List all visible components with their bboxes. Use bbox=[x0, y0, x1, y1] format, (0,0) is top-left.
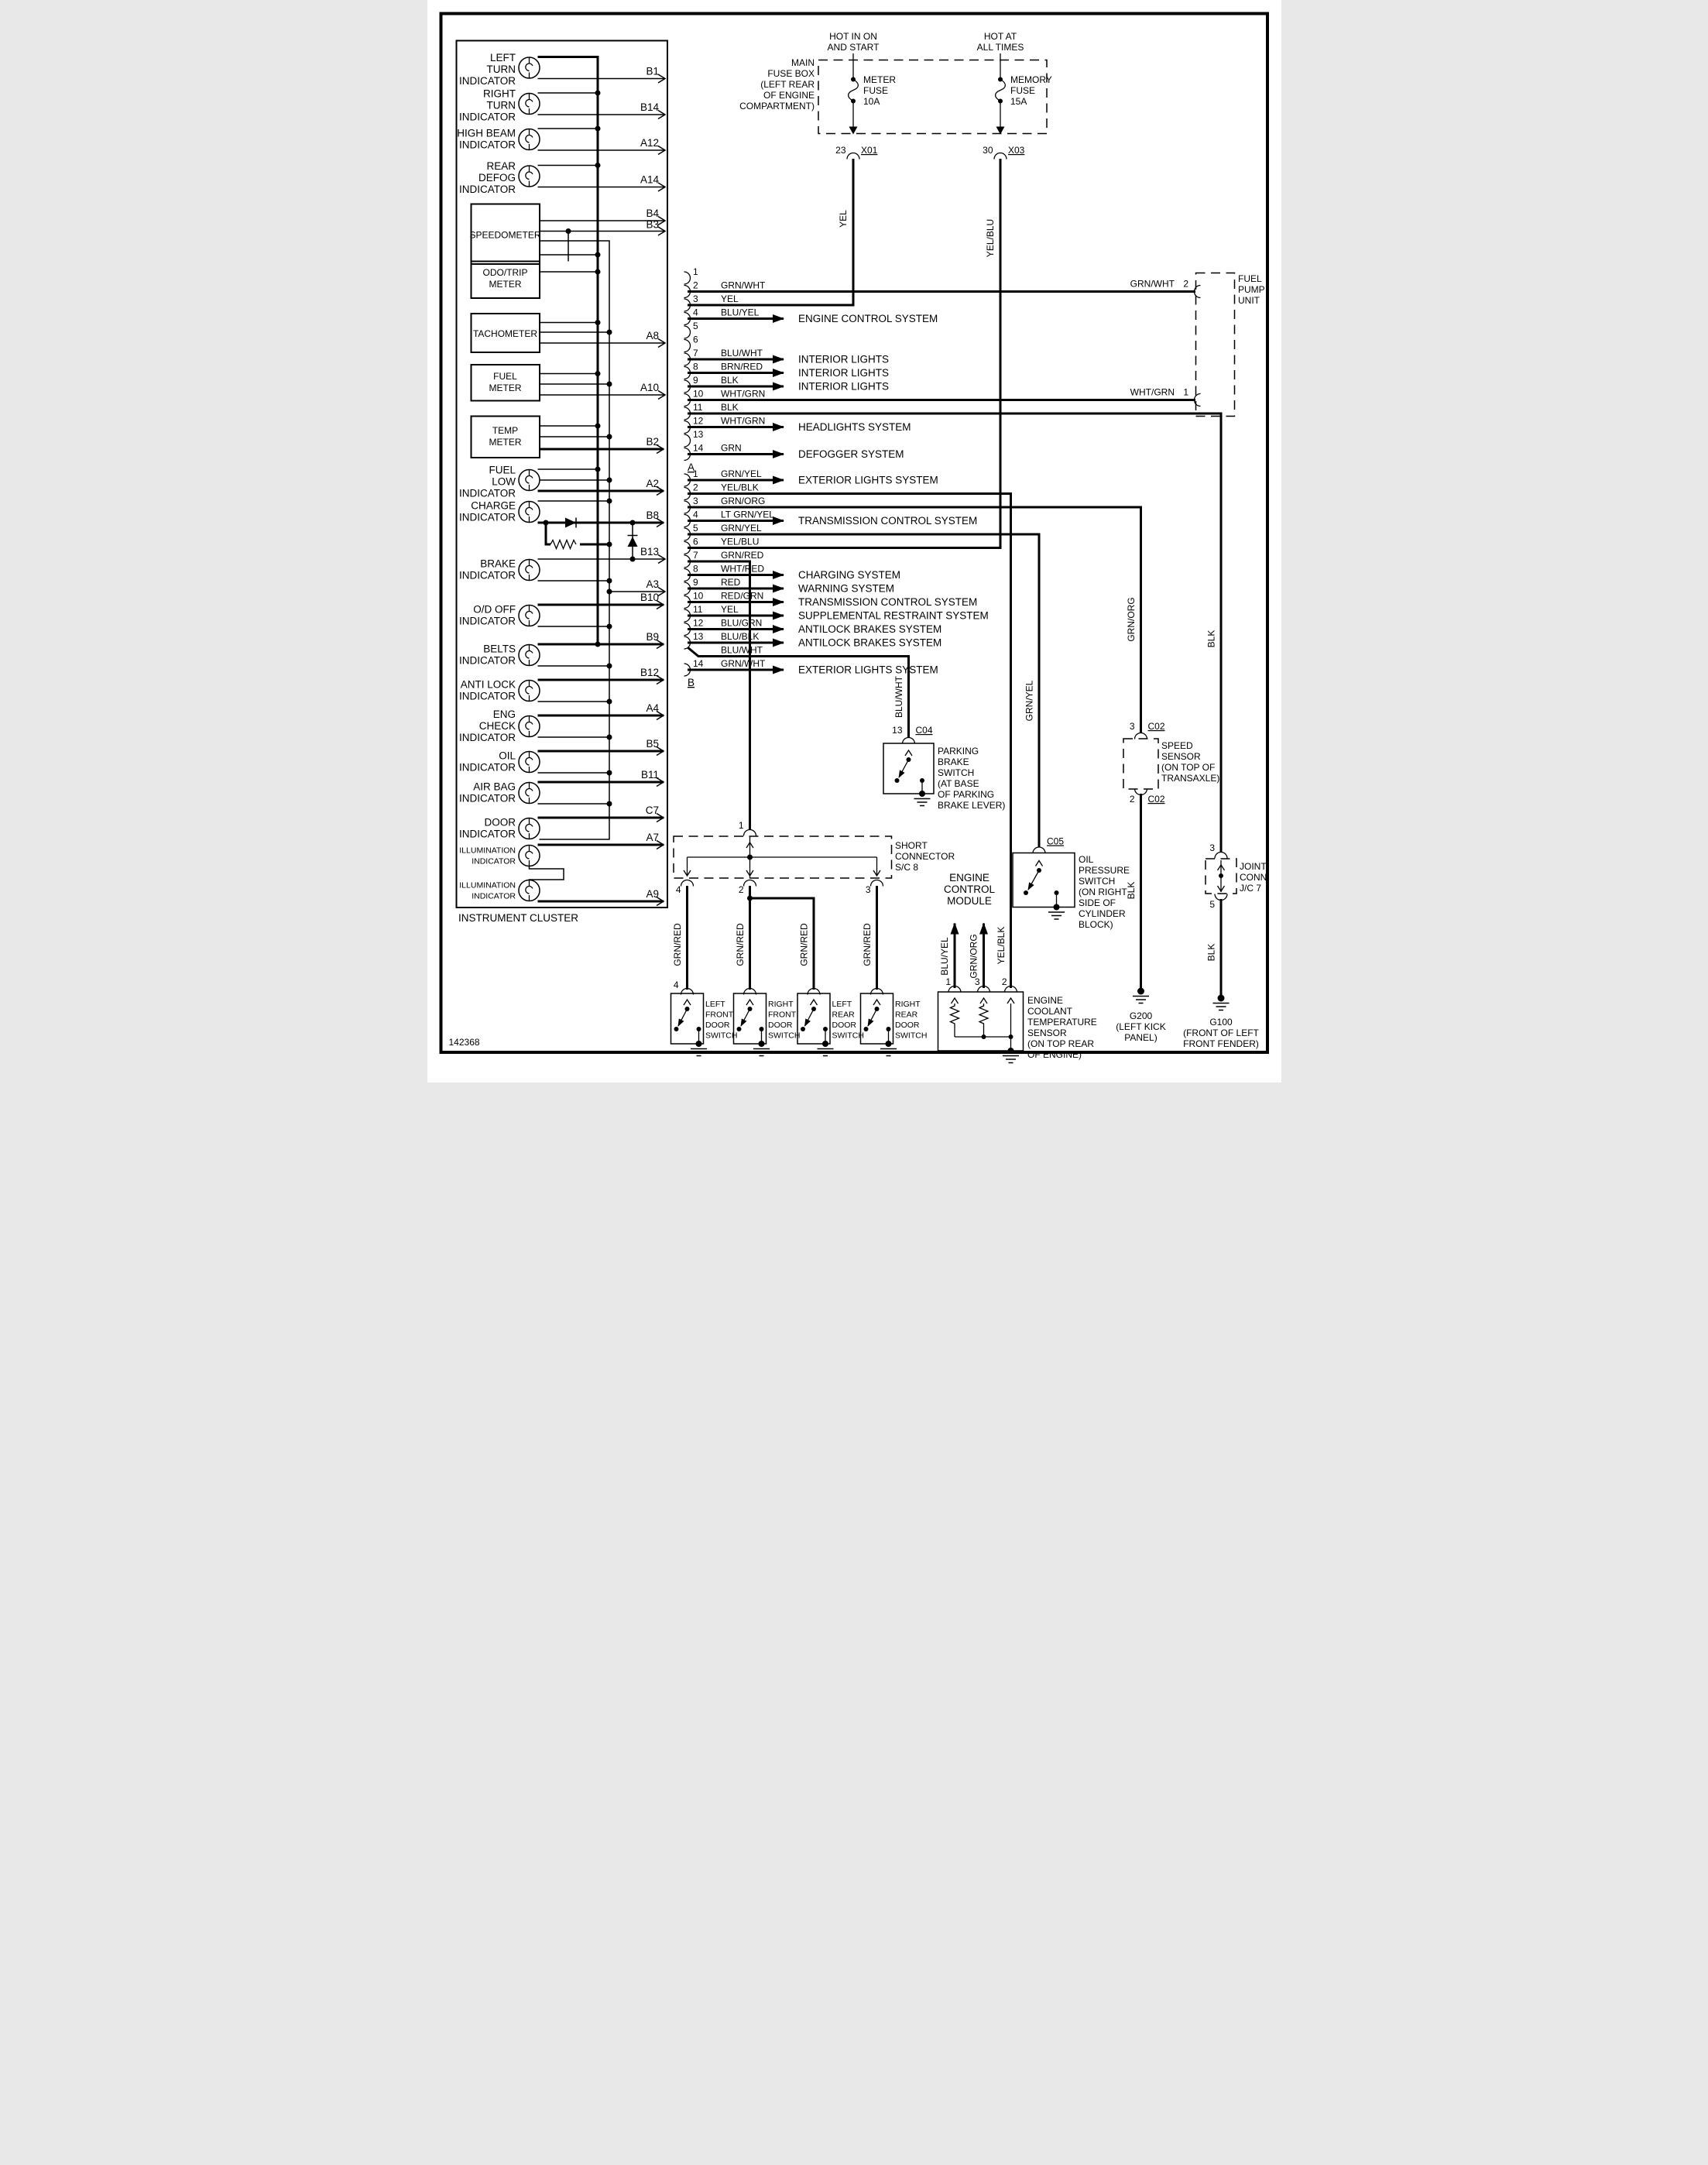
svg-text:ENGINE: ENGINE bbox=[948, 872, 989, 883]
svg-text:(LEFT KICK: (LEFT KICK bbox=[1115, 1021, 1166, 1032]
svg-text:DOOR: DOOR bbox=[767, 1021, 792, 1030]
svg-text:OF ENGINE: OF ENGINE bbox=[763, 90, 815, 101]
svg-text:FUEL: FUEL bbox=[1237, 273, 1262, 284]
svg-text:FUSE: FUSE bbox=[1010, 85, 1035, 96]
svg-text:JOINT: JOINT bbox=[1239, 861, 1267, 872]
svg-text:2: 2 bbox=[692, 482, 698, 493]
pin-label: A8 bbox=[645, 330, 659, 341]
svg-text:15A: 15A bbox=[1010, 96, 1027, 107]
pin-label: B13 bbox=[640, 546, 659, 558]
pin-label: A3 bbox=[645, 578, 659, 590]
pin-number: 13 bbox=[891, 725, 902, 736]
svg-text:UNIT: UNIT bbox=[1237, 295, 1260, 306]
system-dest: EXTERIOR LIGHTS SYSTEM bbox=[797, 664, 938, 676]
pin-number: 23 bbox=[835, 145, 845, 156]
pin-label: B1 bbox=[645, 65, 659, 77]
svg-text:HIGH BEAM: HIGH BEAM bbox=[456, 127, 516, 139]
svg-text:PARKING: PARKING bbox=[937, 746, 979, 757]
wire-label: YEL/BLK bbox=[720, 482, 759, 493]
svg-text:7: 7 bbox=[692, 550, 698, 561]
svg-text:ENGINE: ENGINE bbox=[1027, 995, 1063, 1006]
svg-text:INDICATOR: INDICATOR bbox=[458, 511, 516, 523]
pin-label: A12 bbox=[640, 137, 659, 149]
connector-b-label: B bbox=[687, 677, 695, 688]
system-dest: ANTILOCK BRAKES SYSTEM bbox=[797, 636, 941, 649]
svg-text:CHECK: CHECK bbox=[478, 720, 516, 732]
wire-label: RED/GRN bbox=[720, 590, 763, 602]
wire-label: GRN/YEL bbox=[720, 523, 762, 534]
wire-label: LT GRN/YEL bbox=[720, 509, 774, 520]
svg-text:LEFT: LEFT bbox=[705, 1000, 725, 1009]
wire-label: GRN/WHT bbox=[1130, 278, 1175, 290]
wire-label: GRN/RED bbox=[734, 923, 746, 966]
pin-label: A4 bbox=[645, 702, 659, 714]
svg-text:INDICATOR: INDICATOR bbox=[471, 856, 516, 866]
svg-text:TRANSAXLE): TRANSAXLE) bbox=[1161, 773, 1219, 784]
system-dest: INTERIOR LIGHTS bbox=[797, 353, 889, 365]
svg-text:TURN: TURN bbox=[486, 99, 516, 112]
svg-text:MODULE: MODULE bbox=[946, 895, 992, 907]
svg-text:METER: METER bbox=[489, 383, 521, 393]
svg-text:DOOR: DOOR bbox=[894, 1021, 919, 1030]
svg-text:FUEL: FUEL bbox=[492, 371, 517, 382]
pin-number: 2 bbox=[1001, 976, 1007, 987]
svg-text:14: 14 bbox=[692, 442, 703, 454]
svg-text:ILLUMINATION: ILLUMINATION bbox=[458, 846, 516, 856]
hot-label: HOT IN ON bbox=[828, 31, 877, 42]
wire-label: BLU/WHT bbox=[720, 644, 763, 656]
pin-number: 3 bbox=[974, 976, 979, 987]
connector-id: C05 bbox=[1046, 835, 1064, 847]
pin-number: 1 bbox=[945, 976, 951, 987]
wire-label: YEL bbox=[837, 210, 849, 228]
svg-text:TEMP: TEMP bbox=[492, 425, 518, 436]
system-dest: ENGINE CONTROL SYSTEM bbox=[797, 313, 938, 324]
pin-label: A7 bbox=[645, 832, 659, 843]
svg-text:INDICATOR: INDICATOR bbox=[458, 75, 516, 87]
pin-label: B2 bbox=[645, 436, 659, 448]
svg-text:COOLANT: COOLANT bbox=[1027, 1006, 1072, 1017]
svg-text:INDICATOR: INDICATOR bbox=[458, 761, 516, 774]
svg-text:DOOR: DOOR bbox=[705, 1021, 729, 1030]
wire-label: BLK bbox=[1206, 943, 1216, 962]
svg-text:(FRONT OF LEFT: (FRONT OF LEFT bbox=[1182, 1028, 1259, 1038]
svg-text:PANEL): PANEL) bbox=[1123, 1032, 1158, 1043]
wire-label: WHT/GRN bbox=[1130, 386, 1175, 398]
svg-text:TEMPERATURE: TEMPERATURE bbox=[1027, 1017, 1097, 1028]
pin-label: B9 bbox=[645, 631, 659, 643]
svg-text:BRAKE LEVER): BRAKE LEVER) bbox=[937, 800, 1005, 811]
svg-text:J/C 7: J/C 7 bbox=[1239, 883, 1261, 894]
svg-text:5: 5 bbox=[692, 523, 698, 534]
svg-text:CONTROL: CONTROL bbox=[943, 883, 995, 895]
wire-label: WHT/RED bbox=[720, 563, 764, 575]
svg-text:SENSOR: SENSOR bbox=[1027, 1028, 1067, 1038]
svg-text:PRESSURE: PRESSURE bbox=[1078, 865, 1130, 876]
wire-label: BLU/GRN bbox=[720, 617, 762, 629]
svg-text:(ON TOP OF: (ON TOP OF bbox=[1161, 762, 1215, 773]
svg-text:FUEL: FUEL bbox=[488, 464, 516, 476]
svg-text:SWITCH: SWITCH bbox=[767, 1031, 800, 1041]
svg-text:12: 12 bbox=[692, 617, 703, 629]
wire-label: YEL/BLK bbox=[995, 926, 1007, 965]
svg-text:INDICATOR: INDICATOR bbox=[458, 184, 516, 195]
svg-text:CONN: CONN bbox=[1239, 872, 1267, 883]
svg-text:2: 2 bbox=[692, 280, 698, 291]
system-dest: DEFOGGER SYSTEM bbox=[797, 448, 904, 460]
wire-label: GRN/WHT bbox=[720, 280, 765, 291]
wire-label: GRN/YEL bbox=[720, 468, 762, 479]
wire-label: BLK bbox=[1206, 630, 1216, 648]
svg-text:3: 3 bbox=[692, 496, 698, 506]
svg-text:FUSE: FUSE bbox=[863, 85, 888, 96]
svg-text:(AT BASE: (AT BASE bbox=[937, 778, 979, 789]
svg-text:(ON RIGHT: (ON RIGHT bbox=[1078, 887, 1127, 897]
cluster-label: INSTRUMENT CLUSTER bbox=[458, 912, 578, 924]
svg-text:13: 13 bbox=[692, 429, 703, 440]
svg-text:INDICATOR: INDICATOR bbox=[471, 891, 516, 901]
svg-text:RIGHT: RIGHT bbox=[482, 87, 516, 100]
svg-text:FRONT FENDER): FRONT FENDER) bbox=[1182, 1038, 1259, 1049]
system-dest: EXTERIOR LIGHTS SYSTEM bbox=[797, 474, 938, 486]
wire-label: BLK bbox=[1125, 881, 1137, 900]
connector-id: X03 bbox=[1007, 145, 1024, 156]
svg-text:SWITCH: SWITCH bbox=[894, 1031, 927, 1041]
svg-text:6: 6 bbox=[692, 536, 698, 547]
svg-text:SPEED: SPEED bbox=[1161, 740, 1193, 751]
svg-text:4: 4 bbox=[692, 509, 698, 520]
svg-text:FUSE BOX: FUSE BOX bbox=[767, 68, 815, 79]
svg-text:SWITCH: SWITCH bbox=[832, 1031, 864, 1041]
svg-text:BELTS: BELTS bbox=[482, 643, 516, 655]
pin-number: 30 bbox=[982, 145, 993, 156]
svg-text:13: 13 bbox=[692, 631, 703, 642]
pin-number: 2 bbox=[1129, 794, 1134, 805]
svg-text:OIL: OIL bbox=[1078, 854, 1093, 865]
svg-text:FRONT: FRONT bbox=[767, 1010, 796, 1020]
svg-text:MEMORY: MEMORY bbox=[1010, 74, 1052, 85]
hot-label: ALL TIMES bbox=[976, 42, 1024, 53]
svg-text:INDICATOR: INDICATOR bbox=[458, 792, 516, 805]
hot-label: AND START bbox=[827, 42, 879, 53]
svg-text:SIDE OF: SIDE OF bbox=[1078, 897, 1116, 908]
svg-text:PUMP: PUMP bbox=[1237, 284, 1265, 295]
system-dest: TRANSMISSION CONTROL SYSTEM bbox=[797, 596, 977, 608]
svg-text:INDICATOR: INDICATOR bbox=[458, 828, 516, 840]
svg-text:ENG: ENG bbox=[492, 709, 516, 720]
svg-text:10: 10 bbox=[692, 388, 703, 400]
system-dest: CHARGING SYSTEM bbox=[797, 569, 900, 581]
pin-number: 1 bbox=[1182, 386, 1188, 398]
svg-text:OF ENGINE): OF ENGINE) bbox=[1027, 1049, 1082, 1060]
svg-text:4: 4 bbox=[692, 307, 698, 318]
svg-text:OF PARKING: OF PARKING bbox=[937, 789, 994, 800]
svg-text:CHARGE: CHARGE bbox=[470, 499, 516, 512]
wire-label: WHT/GRN bbox=[720, 415, 765, 427]
connector-id: C02 bbox=[1147, 794, 1165, 805]
svg-text:METER: METER bbox=[863, 74, 896, 85]
system-dest: TRANSMISSION CONTROL SYSTEM bbox=[797, 515, 977, 527]
pin-label: B5 bbox=[645, 738, 659, 750]
svg-text:INDICATOR: INDICATOR bbox=[458, 690, 516, 702]
svg-text:OIL: OIL bbox=[498, 750, 516, 762]
pin-number: 3 bbox=[1209, 842, 1215, 853]
svg-text:1: 1 bbox=[692, 266, 698, 277]
pin-label: B14 bbox=[640, 101, 659, 113]
system-dest: INTERIOR LIGHTS bbox=[797, 367, 889, 379]
wire-label: BLU/YEL bbox=[938, 937, 950, 976]
system-dest: ANTILOCK BRAKES SYSTEM bbox=[797, 623, 941, 635]
svg-text:AIR BAG: AIR BAG bbox=[472, 781, 516, 793]
svg-text:11: 11 bbox=[692, 402, 702, 413]
pin-label: B10 bbox=[640, 592, 659, 603]
svg-text:RIGHT: RIGHT bbox=[767, 1000, 794, 1009]
svg-text:10: 10 bbox=[692, 590, 703, 602]
svg-text:CONNECTOR: CONNECTOR bbox=[894, 851, 955, 862]
svg-text:(ON TOP REAR: (ON TOP REAR bbox=[1027, 1038, 1094, 1049]
svg-text:CYLINDER: CYLINDER bbox=[1078, 908, 1126, 919]
svg-text:ANTI LOCK: ANTI LOCK bbox=[460, 678, 516, 691]
svg-text:9: 9 bbox=[692, 375, 698, 386]
svg-text:LEFT: LEFT bbox=[489, 52, 516, 63]
wire-label: GRN/ORG bbox=[968, 934, 979, 979]
wire-label: GRN/RED bbox=[861, 923, 873, 966]
svg-text:LEFT: LEFT bbox=[832, 1000, 852, 1009]
wire-label: BLK bbox=[720, 375, 739, 386]
wiring-diagram-page bbox=[427, 0, 1281, 1082]
svg-text:TURN: TURN bbox=[486, 63, 516, 75]
svg-text:METER: METER bbox=[489, 279, 521, 290]
svg-text:3: 3 bbox=[692, 293, 698, 304]
svg-text:LOW: LOW bbox=[491, 475, 516, 488]
svg-text:DOOR: DOOR bbox=[832, 1021, 856, 1030]
svg-text:SHORT: SHORT bbox=[894, 840, 928, 851]
svg-text:INDICATOR: INDICATOR bbox=[458, 732, 516, 743]
pin-label: B12 bbox=[640, 667, 659, 678]
wire-label: BLU/YEL bbox=[720, 307, 759, 318]
svg-text:7: 7 bbox=[692, 348, 698, 359]
svg-text:DEFOG: DEFOG bbox=[478, 172, 516, 184]
svg-text:COMPARTMENT): COMPARTMENT) bbox=[739, 101, 815, 112]
svg-text:9: 9 bbox=[692, 577, 698, 588]
wire-label: RED bbox=[720, 577, 740, 588]
svg-text:INDICATOR: INDICATOR bbox=[458, 569, 516, 582]
pin-label: A2 bbox=[645, 478, 659, 489]
svg-text:REAR: REAR bbox=[832, 1010, 855, 1020]
svg-text:5: 5 bbox=[692, 321, 698, 331]
wire-label: WHT/GRN bbox=[720, 388, 765, 400]
connector-a-label: A bbox=[687, 461, 695, 473]
svg-text:REAR: REAR bbox=[894, 1010, 917, 1020]
wire-label: BLK bbox=[720, 402, 739, 413]
connector-id: X01 bbox=[860, 145, 877, 156]
svg-text:G200: G200 bbox=[1129, 1010, 1152, 1021]
pin-number: 2 bbox=[738, 884, 743, 895]
connector-id: C04 bbox=[915, 725, 933, 736]
svg-text:1: 1 bbox=[692, 468, 698, 479]
svg-text:BLOCK): BLOCK) bbox=[1078, 919, 1113, 930]
wire-label: YEL bbox=[720, 293, 739, 304]
system-dest: SUPPLEMENTAL RESTRAINT SYSTEM bbox=[797, 609, 989, 622]
pin-label: B3 bbox=[645, 218, 659, 231]
pin-number: 1 bbox=[738, 820, 743, 831]
svg-text:DOOR: DOOR bbox=[484, 816, 516, 829]
svg-text:6: 6 bbox=[692, 334, 698, 345]
pin-number: 4 bbox=[673, 980, 678, 990]
pin-number: 2 bbox=[1182, 278, 1188, 290]
svg-text:ODO/TRIP: ODO/TRIP bbox=[482, 267, 528, 278]
svg-text:8: 8 bbox=[692, 361, 698, 372]
system-dest: WARNING SYSTEM bbox=[797, 582, 894, 595]
svg-text:8: 8 bbox=[692, 563, 698, 575]
svg-text:O/D OFF: O/D OFF bbox=[472, 603, 516, 616]
svg-text:MAIN: MAIN bbox=[791, 57, 815, 68]
wire-label: GRN/ORG bbox=[720, 496, 765, 506]
wire-label: GRN/RED bbox=[720, 550, 763, 561]
svg-text:11: 11 bbox=[692, 604, 702, 615]
wire-label: GRN/RED bbox=[798, 923, 809, 966]
svg-text:RIGHT: RIGHT bbox=[894, 1000, 921, 1009]
pin-label: A14 bbox=[640, 173, 659, 186]
svg-text:(LEFT REAR: (LEFT REAR bbox=[760, 79, 815, 90]
svg-text:REAR: REAR bbox=[485, 160, 516, 172]
wire-label: BLU/WHT bbox=[893, 676, 904, 718]
svg-text:SWITCH: SWITCH bbox=[1078, 876, 1115, 887]
pin-label: C7 bbox=[645, 805, 659, 816]
pin-number: 4 bbox=[675, 884, 681, 895]
svg-text:SENSOR: SENSOR bbox=[1161, 751, 1201, 762]
svg-text:ILLUMINATION: ILLUMINATION bbox=[458, 880, 516, 890]
pin-label: A10 bbox=[640, 382, 659, 393]
wire-label: BLU/BLK bbox=[720, 631, 759, 642]
svg-text:FRONT: FRONT bbox=[705, 1010, 733, 1020]
hot-label: HOT AT bbox=[983, 31, 1017, 42]
svg-text:INDICATOR: INDICATOR bbox=[458, 487, 516, 499]
wire-label: GRN/YEL bbox=[1024, 680, 1034, 722]
pin-label: B8 bbox=[645, 510, 659, 521]
wire-label: GRN/WHT bbox=[720, 658, 765, 669]
wire-label: GRN/ORG bbox=[1125, 597, 1137, 642]
svg-text:SWITCH: SWITCH bbox=[705, 1031, 737, 1041]
svg-text:METER: METER bbox=[489, 437, 521, 448]
system-dest: HEADLIGHTS SYSTEM bbox=[797, 421, 911, 433]
svg-text:SPEEDOMETER: SPEEDOMETER bbox=[468, 229, 541, 241]
svg-text:14: 14 bbox=[692, 658, 703, 669]
doc-number: 142368 bbox=[448, 1037, 480, 1048]
wire-label: GRN/RED bbox=[671, 923, 683, 966]
svg-text:BRAKE: BRAKE bbox=[937, 757, 969, 767]
svg-text:INDICATOR: INDICATOR bbox=[458, 139, 516, 151]
svg-text:BRAKE: BRAKE bbox=[479, 558, 516, 570]
pin-number: 3 bbox=[1129, 721, 1134, 732]
pin-number: 5 bbox=[1209, 899, 1215, 910]
svg-text:INDICATOR: INDICATOR bbox=[458, 615, 516, 627]
pin-label: B4 bbox=[645, 208, 659, 219]
pin-label: B11 bbox=[640, 769, 659, 781]
wire-label: GRN bbox=[720, 442, 742, 454]
connector-id: C02 bbox=[1147, 721, 1165, 732]
wire-label: BRN/RED bbox=[720, 361, 763, 372]
system-dest: INTERIOR LIGHTS bbox=[797, 380, 889, 393]
wire-label: YEL/BLU bbox=[720, 536, 759, 547]
svg-text:INDICATOR: INDICATOR bbox=[458, 111, 516, 123]
svg-text:S/C 8: S/C 8 bbox=[894, 862, 918, 873]
pin-label: A9 bbox=[645, 888, 659, 900]
svg-text:SWITCH: SWITCH bbox=[937, 767, 974, 778]
wire-label: YEL bbox=[720, 604, 739, 615]
wire-label: BLU/WHT bbox=[720, 348, 763, 359]
svg-text:G100: G100 bbox=[1209, 1017, 1233, 1028]
svg-text:INDICATOR: INDICATOR bbox=[458, 654, 516, 667]
svg-text:12: 12 bbox=[692, 415, 703, 427]
svg-text:TACHOMETER: TACHOMETER bbox=[472, 328, 537, 339]
pin-number: 3 bbox=[865, 884, 870, 895]
wire-label: YEL/BLU bbox=[984, 218, 996, 258]
svg-text:10A: 10A bbox=[863, 96, 880, 107]
